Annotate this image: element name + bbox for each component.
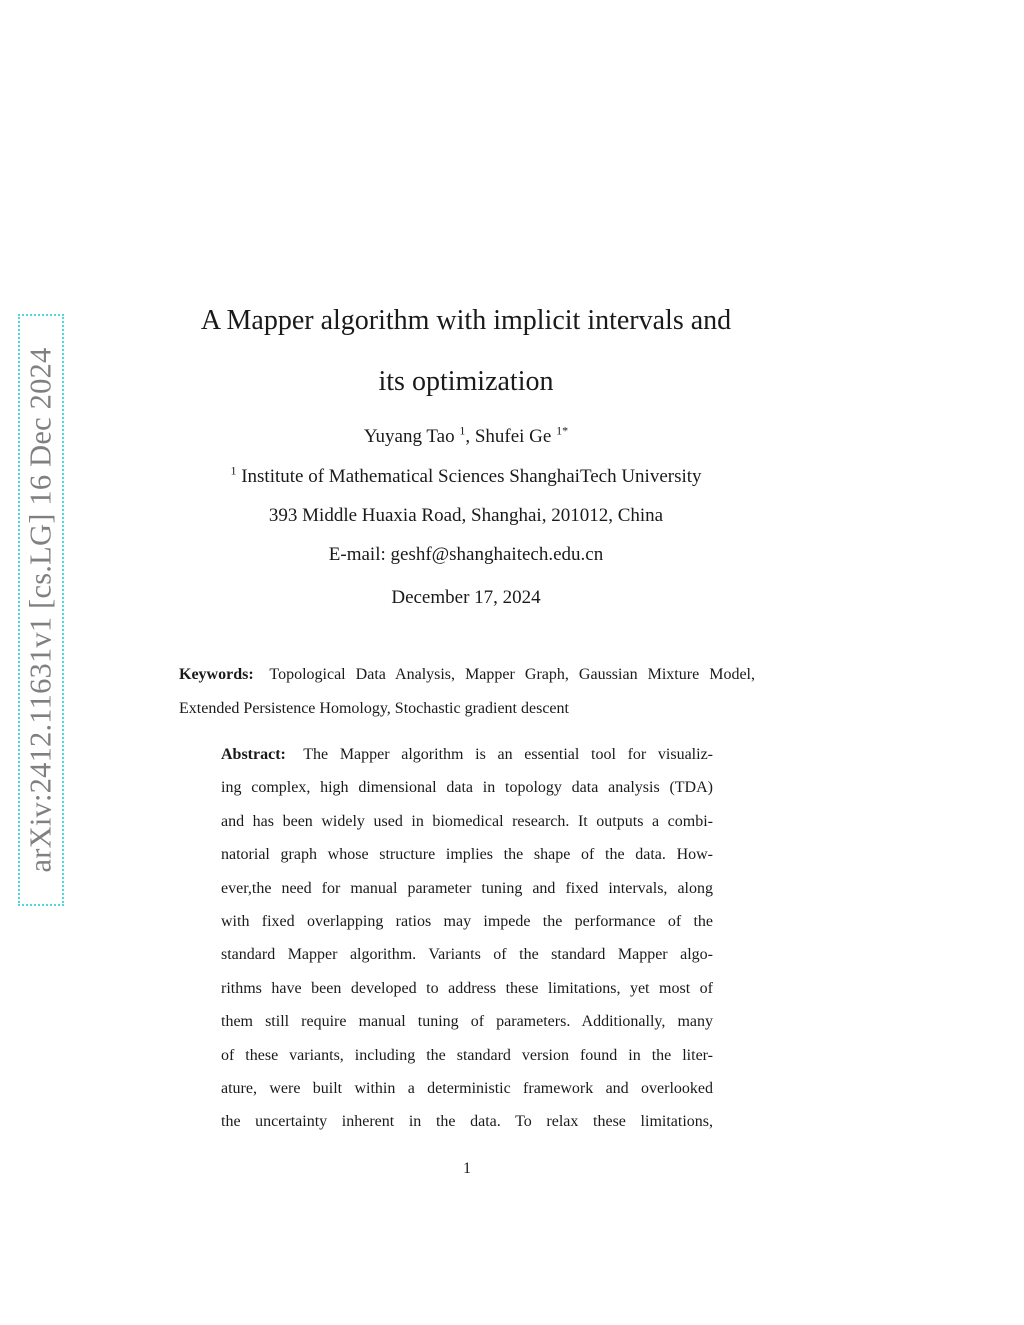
paper-date: December 17, 2024 <box>391 587 541 608</box>
keywords-label: Keywords: <box>179 666 254 683</box>
author-list <box>176 424 756 450</box>
affiliation-text: Institute of Mathematical Sciences ShanghaiTech University <box>241 466 702 487</box>
abstract-line: natorial graph whose structure implies the shape of the data. How- <box>221 846 713 864</box>
abstract-line: the uncertainty inherent in the data. To relax these limitations, <box>221 1113 713 1131</box>
abstract-line: rithms have been developed to address these limitations, yet most of <box>221 979 713 997</box>
page-number: 1 <box>463 1160 471 1177</box>
abstract-line: Abstract: The Mapper algorithm is an essential tool for visualiz- <box>221 746 713 763</box>
abstract-line: with fixed overlapping ratios may impede the performance of the <box>221 912 713 930</box>
abstract-label: Abstract: <box>221 746 286 763</box>
author-affiliation-mark: 1* <box>556 423 569 438</box>
arxiv-stamp[interactable]: arXiv:2412.11631v1 [cs.LG] 16 Dec 2024 <box>23 347 58 873</box>
title-line-2: its optimization <box>378 366 554 397</box>
affiliation <box>176 464 756 490</box>
abstract-line: standard Mapper algorithm. Variants of the standard Mapper algo- <box>221 946 713 964</box>
abstract-line: ing complex, high dimensional data in topology data analysis (TDA) <box>221 779 713 797</box>
abstract-line: ever,the need for manual parameter tuning and fixed intervals, along <box>221 879 713 897</box>
author-name: Shufei Ge <box>474 426 552 447</box>
author-name: Yuyang Tao <box>363 426 455 447</box>
affiliation-mark: 1 <box>230 463 237 478</box>
abstract-line: and has been widely used in biomedical research. It outputs a combi- <box>221 812 713 830</box>
address: 393 Middle Huaxia Road, Shanghai, 201012, China <box>268 505 664 526</box>
abstract-section <box>221 738 713 1139</box>
abstract-line: ature, were built within a deterministic framework and overlooked <box>221 1079 713 1097</box>
author-separator: , <box>465 426 475 447</box>
keywords-section <box>179 658 755 726</box>
title-line-1: A Mapper algorithm with implicit intervals and <box>200 305 732 336</box>
arxiv-stamp-frame <box>18 314 64 906</box>
keywords-text: Topological Data Analysis, Mapper Graph, Gaussian Mixture Model, Extended Persistence Homology, Stochastic gradient descent <box>179 666 755 717</box>
paper-title <box>176 290 756 412</box>
abstract-line: them still require manual tuning of parameters. Additionally, many <box>221 1013 713 1031</box>
contact-email[interactable]: E-mail: geshf@shanghaitech.edu.cn <box>328 544 604 565</box>
abstract-line: of these variants, including the standard version found in the liter- <box>221 1046 713 1064</box>
author-affiliation-mark: 1 <box>459 423 466 438</box>
